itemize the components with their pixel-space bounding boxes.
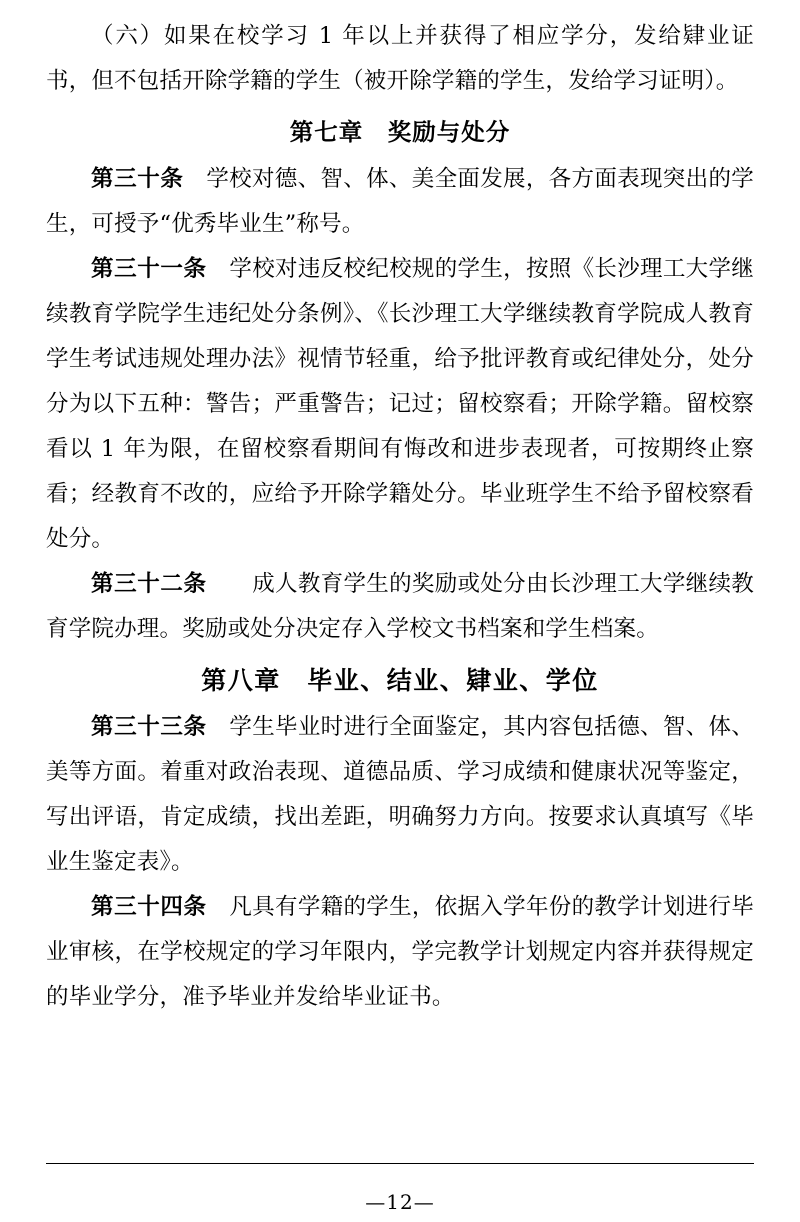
article-34-label: 第三十四条 bbox=[91, 894, 207, 920]
article-34 bbox=[46, 885, 754, 1020]
article-33-label: 第三十三条 bbox=[91, 714, 207, 740]
paragraph-item-six: （六）如果在校学习 1 年以上并获得了相应学分，发给肄业证书，但不包括开除学籍的学生（被开除学籍的学生，发给学习证明）。 bbox=[46, 23, 754, 94]
article-32-text: 成人教育学生的奖励或处分由长沙理工大学继续教育学院办理。奖励或处分决定存入学校文书档案和学生档案。 bbox=[46, 571, 754, 642]
article-31-label: 第三十一条 bbox=[91, 256, 207, 282]
article-31-text: 学校对违反校纪校规的学生，按照《长沙理工大学继续教育学院学生违纪处分条例》、《长沙理工大学继续教育学院成人教育学生考试违规处理办法》视情节轻重，给予批评教育或纪律处分，处分分为以下五种：警告；严重警告；记过；留校察看；开除学籍。留校察看以 1 年为限，在留校察看期间有悔改和进步表现者，可按期终止察看；经教育不改的，应给予开除学籍处分。毕业班学生不给予留校察看处分。 bbox=[46, 256, 754, 552]
article-34-text: 凡具有学籍的学生，依据入学年份的教学计划进行毕业审核，在学校规定的学习年限内，学完教学计划规定内容并获得规定的毕业学分，准予毕业并发给毕业证书。 bbox=[46, 894, 754, 1010]
article-32 bbox=[46, 562, 754, 652]
article-30 bbox=[46, 157, 754, 247]
page-footer bbox=[0, 1190, 800, 1214]
article-33 bbox=[46, 705, 754, 885]
article-33-text: 学生毕业时进行全面鉴定，其内容包括德、智、体、美等方面。着重对政治表现、道德品质、学习成绩和健康状况等鉴定，写出评语，肯定成绩，找出差距，明确努力方向。按要求认真填写《毕业生鉴定表》。 bbox=[46, 714, 754, 875]
page-number: —12— bbox=[365, 1190, 435, 1214]
article-31 bbox=[46, 247, 754, 562]
footer-divider bbox=[46, 1163, 754, 1164]
article-32-label: 第三十二条 bbox=[91, 571, 207, 597]
chapter-seven-heading: 第七章 奖励与处分 bbox=[289, 118, 511, 146]
chapter-eight-heading: 第八章 毕业、结业、肄业、学位 bbox=[201, 666, 599, 695]
article-30-text: 学校对德、智、体、美全面发展，各方面表现突出的学生，可授予“优秀毕业生”称号。 bbox=[46, 166, 754, 237]
article-30-label: 第三十条 bbox=[91, 166, 184, 192]
